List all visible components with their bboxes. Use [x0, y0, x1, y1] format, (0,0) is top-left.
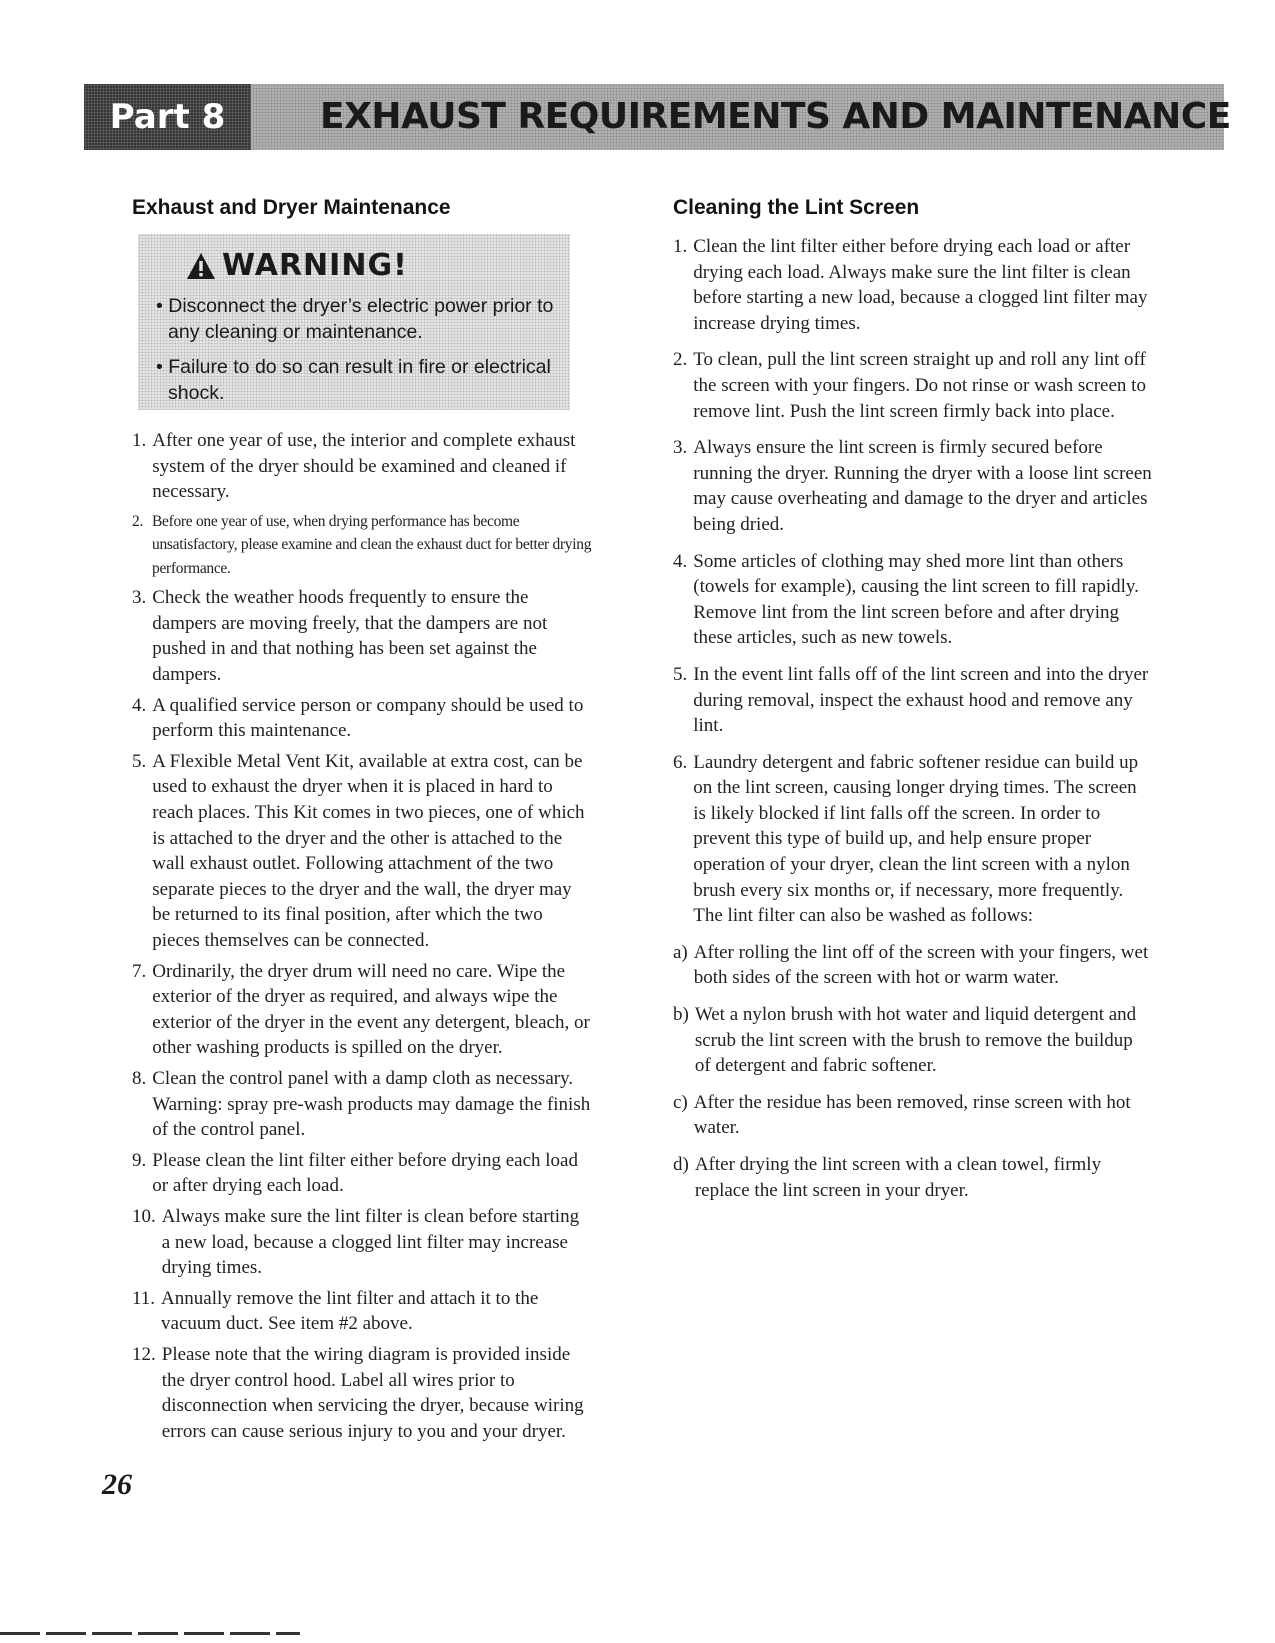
warning-item: • Disconnect the dryer’s electric power prior to any cleaning or maintenance. — [156, 295, 554, 343]
list-item: 1. After one year of use, the interior and complete exhaust system of the dryer should be examined and cleaned if necessary. — [132, 430, 576, 503]
left-column — [132, 196, 592, 1449]
bottom-rule — [0, 1632, 300, 1635]
list-item: 1. Clean the lint filter either before drying each load or after drying each load. Always make sure the lint filter is clean before starting a new load, because a clogged lint filter may increase drying times. — [673, 236, 1148, 334]
list-item: 4. Some articles of clothing may shed more lint than others (towels for example), causing the lint screen to fill rapidly. Remove lint from the lint screen before and after drying these articles, such as new towels. — [673, 550, 1139, 649]
page-number: 26 — [102, 1468, 132, 1501]
warning-triangle-icon — [186, 252, 216, 280]
list-item: 8. Clean the control panel with a damp cloth as necessary. Warning: spray pre-wash products may damage the finish of the control panel. — [132, 1067, 591, 1141]
list-item: 5. A Flexible Metal Vent Kit, available at extra cost, can be used to exhaust the dryer when it is placed in hard to reach places. This Kit comes in two pieces, one of which is attached to the dryer and the other is attached to the wall exhaust outlet. Following attachment of the two separate pieces to the dryer and the wall, the dryer may be returned to its final position, after which the two pieces themselves can be connected. — [132, 750, 585, 951]
right-column — [673, 196, 1153, 1214]
list-item: c) After the residue has been removed, rinse screen with hot water. — [673, 1091, 1131, 1139]
warning-title-row — [186, 248, 560, 283]
section-heading-exhaust: Exhaust and Dryer Maintenance — [132, 196, 451, 219]
list-item: 2. To clean, pull the lint screen straight up and roll any lint off the screen with your fingers. Do not rinse or wash screen to remove lint. Push the lint screen firmly back into place. — [673, 349, 1146, 422]
list-item: b) Wet a nylon brush with hot water and liquid detergent and scrub the lint screen with the brush to remove the buildup of detergent and fabric softener. — [673, 1004, 1137, 1077]
lint-screen-list — [673, 234, 1153, 1203]
list-item: 5. In the event lint falls off of the lint screen and into the dryer during removal, inspect the exhaust hood and remove any lint. — [673, 663, 1149, 737]
maintenance-list — [132, 428, 592, 1444]
list-item: d) After drying the lint screen with a clean towel, firmly replace the lint screen in your dryer. — [673, 1154, 1102, 1201]
list-item: 4. A qualified service person or company should be used to perform this maintenance. — [132, 694, 584, 742]
part-label: Part 8 — [84, 84, 251, 150]
list-item: 7. Ordinarily, the dryer drum will need no care. Wipe the exterior of the dryer as required, and always wipe the exterior of the dryer in the event any detergent, bleach, or other washing products is spilled on the dryer. — [132, 960, 590, 1059]
warning-title: WARNING! — [222, 248, 408, 283]
list-item: 2. Before one year of use, when drying performance has become unsatisfactory, please examine and clean the exhaust duct for better drying performance. — [132, 512, 592, 577]
list-item: a) After rolling the lint off of the screen with your fingers, wet both sides of the screen with hot or warm water. — [673, 941, 1149, 989]
list-item: 6. Laundry detergent and fabric softener residue can build up on the lint screen, causing longer drying times. The screen is likely blocked if lint falls off the screen. In order to prevent this type of build up, and help ensure proper operation of your dryer, clean the lint screen with a nylon brush every six months or, if necessary, more frequently. The lint filter can also be washed as follows: — [673, 751, 1139, 927]
list-item: 10. Always make sure the lint filter is clean before starting a new load, because a clogged lint filter may increase drying times. — [132, 1205, 580, 1279]
list-item: 9. Please clean the lint filter either before drying each load or after drying each load. — [132, 1149, 578, 1197]
warning-item: • Failure to do so can result in fire or electrical shock. — [156, 356, 551, 404]
list-item: 12. Please note that the wiring diagram is provided inside the dryer control hood. Label all wires prior to disconnection when servicing the dryer, because wiring errors can cause serious injury to you and your dryer. — [132, 1343, 584, 1442]
list-item: 3. Always ensure the lint screen is firmly secured before running the dryer. Running the dryer with a loose lint screen may cause overheating and damage to the dryer and articles being dried. — [673, 437, 1152, 535]
banner-title: EXHAUST REQUIREMENTS AND MAINTENANCE — [320, 96, 1231, 137]
list-item: 3. Check the weather hoods frequently to ensure the dampers are moving freely, that the dampers are not pushed in and that nothing has been set against the dampers. — [132, 587, 548, 686]
section-banner — [84, 84, 1231, 150]
section-heading-lint-screen: Cleaning the Lint Screen — [673, 196, 920, 219]
list-item: 11. Annually remove the lint filter and attach it to the vacuum duct. See item #2 above. — [132, 1287, 539, 1335]
warning-box — [138, 234, 570, 410]
